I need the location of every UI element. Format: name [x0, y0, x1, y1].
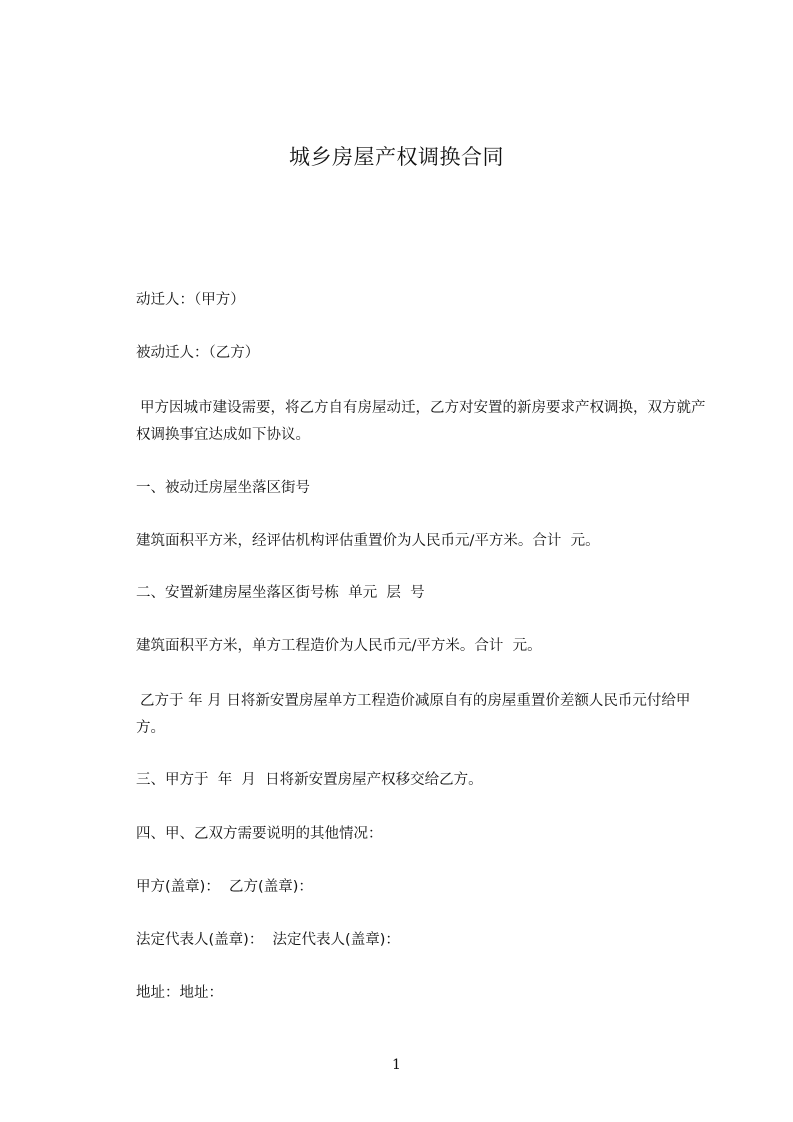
clause-1-location: 一、被动迁房屋坐落区街号: [136, 480, 310, 496]
clause-2-area: 建筑面积平方米，单方工程造价为人民币元/平方米。合计 元。: [136, 638, 542, 654]
party-b-line: 被动迁人：（乙方）: [136, 345, 260, 361]
clause-3-transfer: 三、甲方于 年 月 日将新安置房屋产权移交给乙方。: [136, 772, 483, 788]
signature-seal-line: 甲方(盖章)： 乙方(盖章)：: [136, 879, 313, 895]
clause-2-location: 二、安置新建房屋坐落区街号栋 单元 层 号: [136, 585, 425, 601]
contract-title: 城乡房屋产权调换合同: [289, 145, 504, 169]
page-number: 1: [392, 1057, 401, 1073]
party-a-line: 动迁人：（甲方）: [136, 292, 245, 308]
preamble-paragraph: 甲方因城市建设需要，将乙方自有房屋动迁，乙方对安置的新房要求产权调换，双方就产权调换事宜达成如下协议。: [136, 400, 706, 443]
legal-representative-line: 法定代表人(盖章)： 法定代表人(盖章)：: [136, 932, 400, 948]
clause-1-area: 建筑面积平方米，经评估机构评估重置价为人民币元/平方米。合计 元。: [136, 533, 600, 549]
address-line: 地址：地址：: [136, 985, 223, 1001]
clause-4-other: 四、甲、乙双方需要说明的其他情况：: [136, 826, 383, 842]
payment-paragraph: 乙方于 年 月 日将新安置房屋单方工程造价减原自有的房屋重置价差额人民币元付给甲方。: [136, 693, 691, 736]
